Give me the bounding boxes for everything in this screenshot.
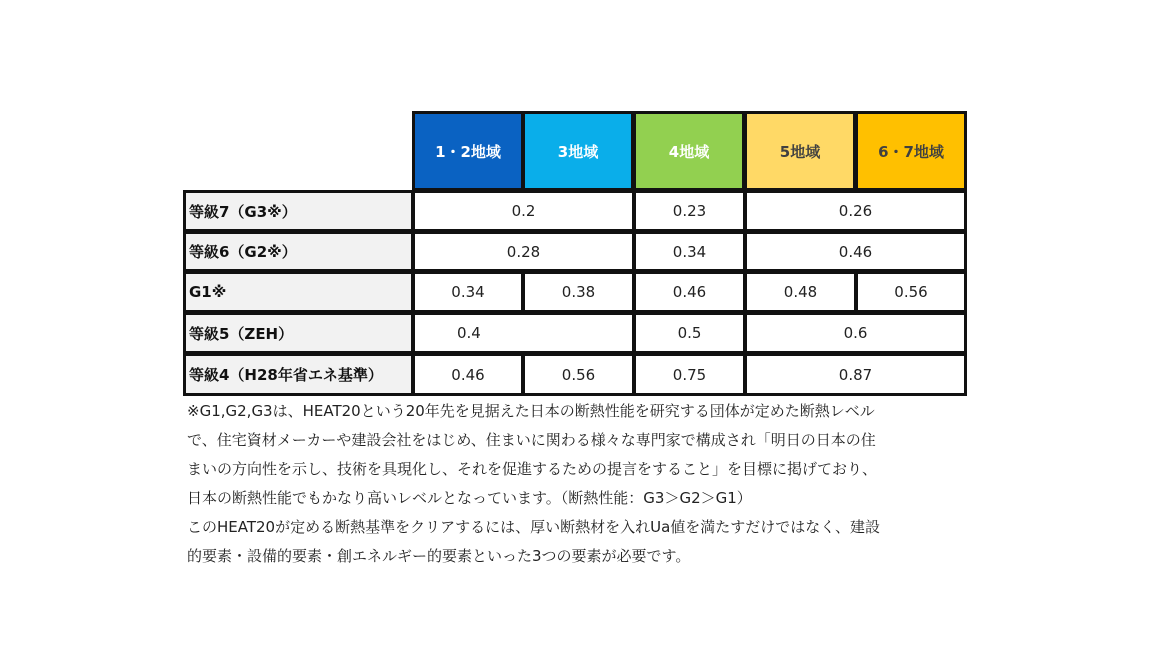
header-region-5: 5地域 <box>744 111 856 191</box>
header-region-1-2: 1・2地域 <box>412 111 524 191</box>
footnote-line: このHEAT20が定める断熱基準をクリアするには、厚い断熱材を入れUa値を満たすだけではなく、建設 <box>187 518 880 536</box>
table-cell: 0.38 <box>522 271 635 313</box>
table-cell: 0.87 <box>744 353 967 396</box>
footnote <box>187 397 977 571</box>
header-region-3: 3地域 <box>522 111 634 191</box>
table-cell: 0.46 <box>412 353 524 396</box>
table-cell: 0.46 <box>744 231 967 272</box>
footnote-line: 的要素・設備的要素・創エネルギー的要素といった3つの要素が必要です。 <box>187 547 691 565</box>
table-cell: 0.48 <box>744 271 857 313</box>
table-cell: 0.2 <box>412 190 635 232</box>
table-cell: 0.75 <box>633 353 746 396</box>
row-label-grade7: 等級7（G3※） <box>183 190 414 232</box>
table-cell: 0.46 <box>633 271 746 313</box>
table-cell: 0.26 <box>744 190 967 232</box>
table-cell: 0.34 <box>633 231 746 272</box>
footnote-line: ※G1,G2,G3は、HEAT20という20年先を見据えた日本の断熱性能を研究する団体が定めた断熱レベル <box>187 402 875 420</box>
table-cell: 0.56 <box>522 353 635 396</box>
row-label-g1: G1※ <box>183 271 414 313</box>
table-cell: 0.5 <box>633 312 746 354</box>
table-cell: 0.4 <box>412 312 635 354</box>
row-label-grade6: 等級6（G2※） <box>183 231 414 272</box>
footnote-line: 日本の断熱性能でもかなり高いレベルとなっています。（断熱性能：G3＞G2＞G1） <box>187 489 752 507</box>
row-label-grade5: 等級5（ZEH） <box>183 312 414 354</box>
footnote-line: で、住宅資材メーカーや建設会社をはじめ、住まいに関わる様々な専門家で構成され「明日の日本の住 <box>187 431 876 449</box>
header-region-4: 4地域 <box>633 111 745 191</box>
table-cell: 0.56 <box>855 271 967 313</box>
table-cell: 0.34 <box>412 271 524 313</box>
table-cell: 0.6 <box>744 312 967 354</box>
header-region-6-7: 6・7地域 <box>855 111 967 191</box>
table-cell: 0.23 <box>633 190 746 232</box>
table-cell: 0.28 <box>412 231 635 272</box>
row-label-grade4: 等級4（H28年省エネ基準） <box>183 353 414 396</box>
footnote-line: まいの方向性を示し、技術を具現化し、それを促進するための提言をすること」を目標に掲げており、 <box>187 460 878 478</box>
